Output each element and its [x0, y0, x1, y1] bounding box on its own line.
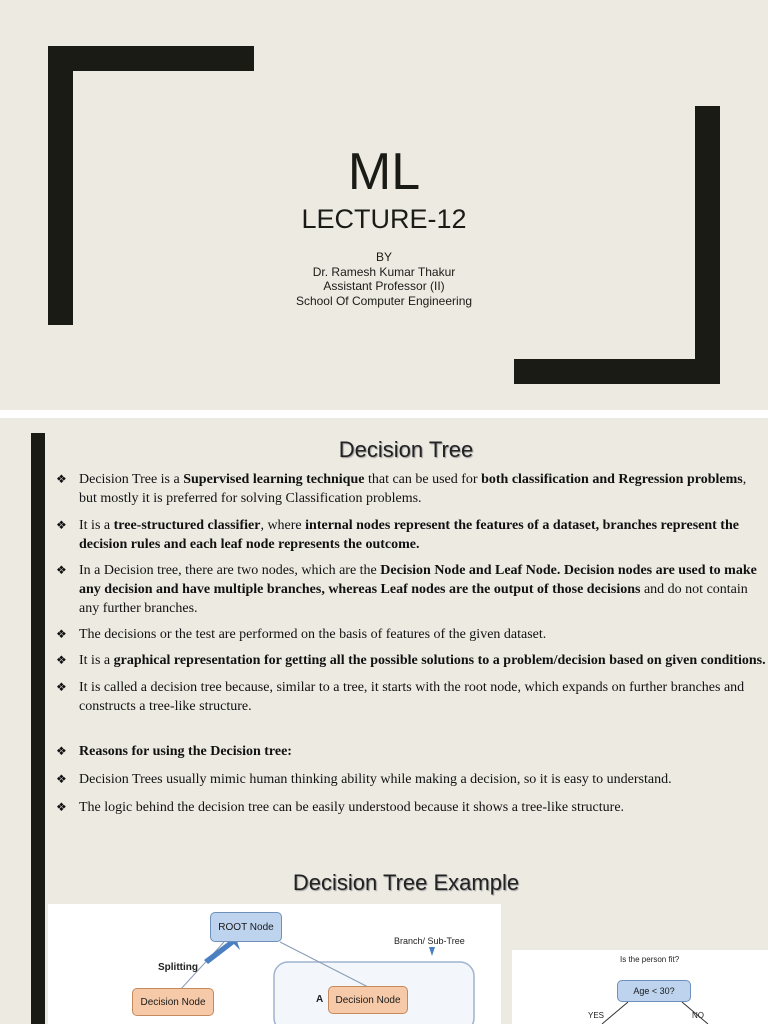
title-slide — [0, 0, 768, 410]
bullet-list — [56, 470, 766, 817]
bullet-text: The decisions or the test are performed on the basis of features of the given dataset. — [79, 627, 547, 642]
author-line: School Of Computer Engineering — [295, 293, 473, 308]
decision-node-left: Decision Node — [132, 988, 214, 1016]
splitting-label: Splitting — [158, 962, 198, 973]
bullet-item — [56, 625, 766, 644]
bullet-text: It is called a decision tree because, similar to a tree, it starts with the root node, which expands on further branches and constructs a tree-like structure. — [79, 680, 745, 714]
diamond-bullet-icon: ❖ — [56, 772, 67, 786]
yes-label: YES — [588, 1011, 605, 1020]
age-node: Age < 30? — [617, 980, 691, 1002]
decision-node-right: Decision Node — [328, 986, 408, 1014]
diamond-bullet-icon: ❖ — [56, 518, 67, 532]
branch-label: Branch/ Sub-Tree — [394, 936, 465, 946]
bullet-text: The logic behind the decision tree can be easily understood because it shows a tree-like structure. — [79, 800, 625, 815]
root-node: ROOT Node — [210, 912, 282, 942]
frame-bottom-right-horizontal — [514, 359, 720, 384]
diamond-bullet-icon: ❖ — [56, 563, 67, 577]
bullet-item — [56, 470, 766, 508]
edge-yes — [602, 1002, 628, 1024]
author-block — [0, 250, 768, 308]
bullet-text: It is a graphical representation for getting all the possible solutions to a problem/decision based on given conditions. — [79, 653, 766, 668]
bullet-item — [56, 798, 766, 817]
no-label: NO — [692, 1011, 704, 1020]
diamond-bullet-icon: ❖ — [56, 800, 67, 814]
bullet-text: Decision Tree is a Supervised learning technique that can be used for both classification and Regression problems, but mostly it is preferred for solving Classification problems. — [79, 472, 747, 506]
branch-arrow-icon — [429, 947, 435, 956]
section-heading: Decision Tree — [338, 437, 474, 462]
bullet-item — [56, 651, 766, 670]
diamond-bullet-icon: ❖ — [56, 472, 67, 486]
diamond-bullet-icon: ❖ — [56, 627, 67, 641]
author-line: Assistant Professor (II) — [323, 279, 445, 293]
diamond-bullet-icon: ❖ — [56, 653, 67, 667]
bullet-text: Reasons for using the Decision tree: — [79, 744, 292, 759]
decision-tree-diagram — [48, 904, 501, 1024]
bullet-text: It is a tree-structured classifier, where internal nodes represent the features of a dataset, branches represent the decision rules and each leaf node represents the outcome. — [79, 518, 739, 552]
bullet-item — [56, 742, 766, 761]
left-accent-bar — [31, 433, 45, 1024]
subtree-marker: A — [316, 994, 324, 1005]
decision-tree-example-2 — [512, 950, 768, 1024]
example-heading: Decision Tree Example — [292, 870, 520, 895]
diamond-bullet-icon: ❖ — [56, 680, 67, 694]
bullet-item — [56, 516, 766, 554]
frame-top-left-horizontal — [48, 46, 254, 71]
bullet-item — [56, 561, 766, 618]
bullet-item — [56, 678, 766, 716]
example2-question: Is the person fit? — [620, 955, 680, 964]
slide-title: ML — [347, 143, 421, 201]
author-line: BY — [375, 250, 392, 264]
bullet-item — [56, 770, 766, 789]
slide-subtitle: LECTURE-12 — [301, 204, 467, 234]
bullet-text: In a Decision tree, there are two nodes, which are the Decision Node and Leaf Node. Decision nodes are used to make any decision and have multiple branches, whereas Leaf nodes are the output of those decisions and do not contain any further branches. — [79, 563, 757, 616]
author-line: Dr. Ramesh Kumar Thakur — [312, 264, 456, 279]
bullet-text: Decision Trees usually mimic human thinking ability while making a decision, so it is easy to understand. — [79, 772, 672, 787]
diamond-bullet-icon: ❖ — [56, 744, 67, 758]
